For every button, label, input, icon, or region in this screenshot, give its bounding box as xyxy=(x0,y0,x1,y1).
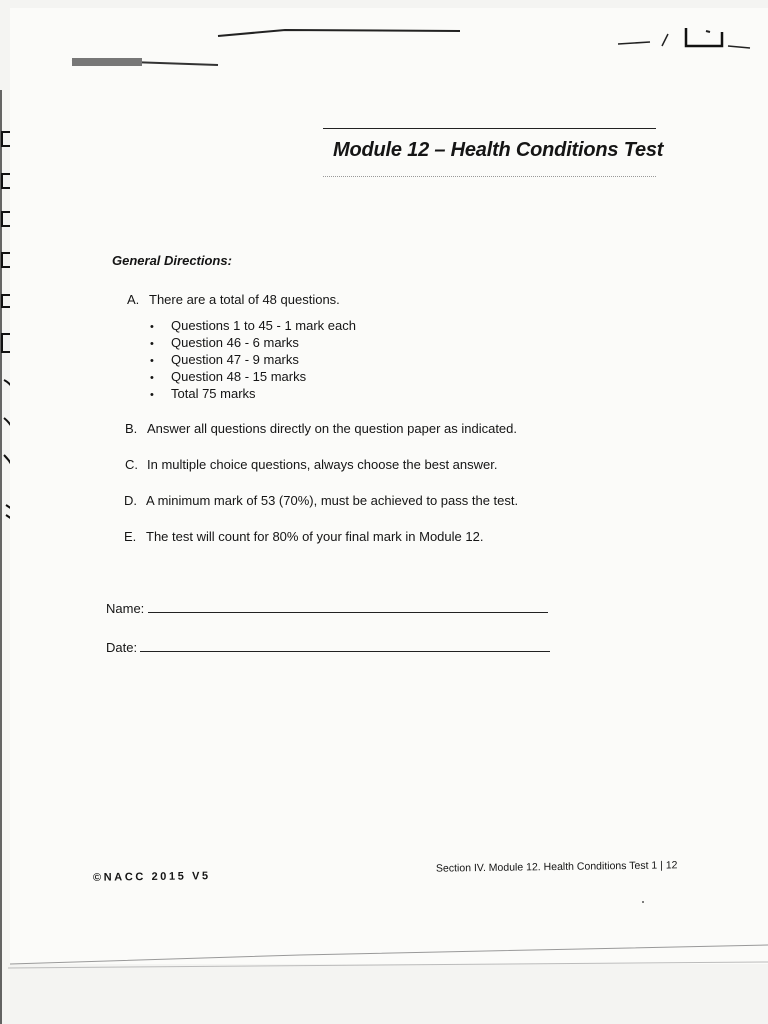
direction-d xyxy=(124,493,518,508)
date-label: Date: xyxy=(106,640,138,655)
bullet-icon: • xyxy=(150,355,154,367)
bullet-icon: • xyxy=(150,389,154,401)
date-field[interactable] xyxy=(140,651,550,652)
marks-item xyxy=(150,369,306,384)
bullet-icon: • xyxy=(150,338,154,350)
bullet-icon: • xyxy=(150,321,154,333)
title-rule-bottom xyxy=(323,176,656,177)
bullet-icon: • xyxy=(150,372,154,384)
direction-label: D. xyxy=(124,493,137,508)
copyright-text: ©NACC 2015 V5 xyxy=(92,870,211,884)
direction-text: The test will count for 80% of your final mark in Module 12. xyxy=(146,529,484,544)
direction-text: There are a total of 48 questions. xyxy=(149,292,340,307)
marks-item xyxy=(150,386,256,401)
direction-text: In multiple choice questions, always choose the best answer. xyxy=(147,457,498,472)
marks-item-text: Question 48 - 15 marks xyxy=(171,369,307,384)
direction-e xyxy=(124,529,483,544)
direction-text: Answer all questions directly on the question paper as indicated. xyxy=(147,421,517,436)
marks-item-text: Total 75 marks xyxy=(171,386,256,401)
direction-label: B. xyxy=(125,421,138,436)
marks-item xyxy=(150,318,356,333)
direction-text: A minimum mark of 53 (70%), must be achieved to pass the test. xyxy=(146,493,519,508)
marks-item xyxy=(150,335,299,350)
direction-c xyxy=(125,457,497,472)
scan-artifacts xyxy=(0,0,768,100)
direction-b xyxy=(125,421,517,436)
general-directions-heading: General Directions: xyxy=(112,253,232,268)
footer-page-info: Section IV. Module 12. Health Conditions Test 1 | 12 xyxy=(435,859,678,875)
scan-speck xyxy=(642,901,644,903)
name-label: Name: xyxy=(106,601,145,616)
title-rule-top xyxy=(323,128,656,129)
marks-item-text: Questions 1 to 45 - 1 mark each xyxy=(171,318,356,333)
page-title: Module 12 – Health Conditions Test xyxy=(333,139,664,161)
name-field[interactable] xyxy=(148,612,548,613)
marks-item-text: Question 46 - 6 marks xyxy=(171,335,299,350)
direction-label: C. xyxy=(125,457,138,472)
marks-item-text: Question 47 - 9 marks xyxy=(171,352,299,367)
direction-label: A. xyxy=(127,292,140,307)
direction-a xyxy=(127,292,340,307)
marks-item xyxy=(150,352,299,367)
direction-label: E. xyxy=(124,529,137,544)
